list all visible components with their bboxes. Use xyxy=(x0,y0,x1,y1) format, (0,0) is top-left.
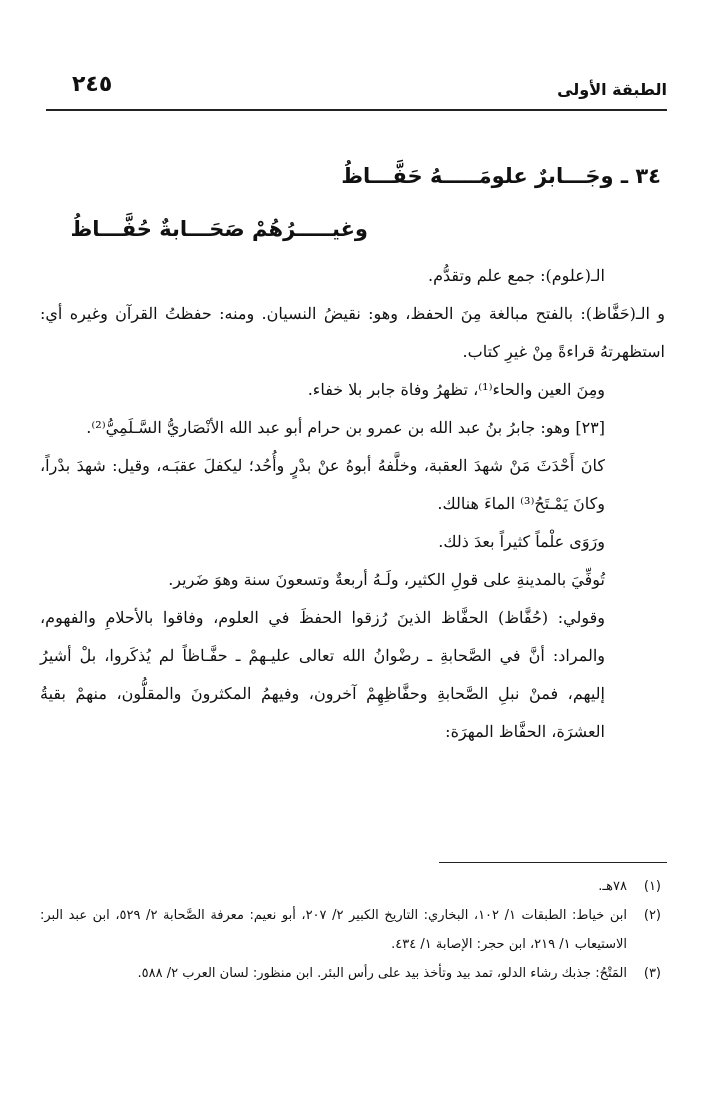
paragraph-biography-header: [٢٣] وهو: جابرُ بنُ عبد الله بن عمرو بن حرام أبو عبد الله الأنْصَاريُّ السَّـلَمِيُّ⁽²⁾. xyxy=(86,418,605,437)
footnote-text: ابن خياط: الطبقات ١/ ١٠٢، البخاري: التاريخ الكبير ٢/ ٢٠٧، أبو نعيم: معرفة الصَّحابة ٢/ ٥٢٩، ابن عبد البر: الاستيعاب ١/ ٢١٩، ابن حجر: الإصابة ١/ ٤٣٤. xyxy=(40,908,628,952)
paragraph-uloom: الـ(علوم): جمع علم وتقدُّم. xyxy=(428,266,605,285)
paragraph-death: تُوفِّيَ بالمدينةِ على قولِ الكثير، ولَـهُ أربعةٌ وتسعونَ سنة وهوَ ضَرير. xyxy=(168,570,605,589)
footnote-divider xyxy=(439,862,667,863)
footnote-1 xyxy=(40,872,661,901)
running-title: الطبقة الأولى xyxy=(557,80,667,99)
footnote-mark: (١) xyxy=(643,879,661,894)
footnote-mark: (٢) xyxy=(643,908,661,923)
footnote-mark: (٣) xyxy=(643,966,661,981)
paragraph-commentary: وقولي: (حُفَّاظ) الحفَّاظ الذينَ رُزقوا الحفظَ في العلوم، وفاقوا بالأحلامِ والفهوم، والمراد: أنَّ في الصَّحابةِ ـ رضْوانُ الله تعالى عليـهمْ ـ حفَّـاظاً لم يُذكَروا، بلْ أشيرُ إليهم، فمنْ نبلِ الصَّحابةِ وحفَّاظِهِمْ آخرون، وفيهمُ المكثرونَ والمقلُّون، منهمْ بقيةُ العشرَة، الحفَّاظ المهرَة: xyxy=(40,608,605,741)
verse-line-2: وغيـــــرُهُمْ صَحَـــابةٌ حُفَّـــاظُ xyxy=(70,217,368,241)
footnote-text: ٧٨هـ. xyxy=(598,879,627,894)
paragraph-death-hint: ومِنَ العين والحاء⁽¹⁾، تظهرُ وفاة جابر بلا خفاء. xyxy=(307,380,605,399)
verse-line-1: ٣٤ ـ وجَـــابرٌ علومَـــــهُ حَفَّـــاظُ xyxy=(341,164,661,188)
footnote-3 xyxy=(40,959,661,988)
paragraph-huffaz-definition: و الـ(حَفَّاظ): بالفتح مبالغة مِنَ الحفظ، وهو: نقيضُ النسيان. ومنه: حفظتُ القرآن وغيره أي: استظهرتهُ قراءةً مِنْ غيرِ كتاب. xyxy=(40,304,665,361)
footnotes xyxy=(40,872,661,988)
paragraph-narration: ورَوَى علْماً كثيراً بعدَ ذلك. xyxy=(438,532,605,551)
footnote-text: المَتْحُ: جذبك رشاء الدلو، تمد بيد وتأخذ بيد على رأس البئر. ابن منظور: لسان العرب ٢/ ٥٨٨. xyxy=(137,966,627,981)
page-number: ٢٤٥ xyxy=(72,72,113,97)
page-header xyxy=(46,72,667,106)
paragraph-biography: كانَ أَحْدَثَ مَنْ شهدَ العقبة، وخلَّفهُ أبوهُ عنْ بدْرٍ وأُحُد؛ ليكفلَ عقبَـه، وقيل: شهدَ بدْراً، وكانَ يَمْـتَحُ⁽³⁾ الماءَ هنالك. xyxy=(40,456,605,513)
header-divider xyxy=(46,109,667,111)
commentary-body xyxy=(40,257,665,751)
footnote-2 xyxy=(40,901,661,959)
